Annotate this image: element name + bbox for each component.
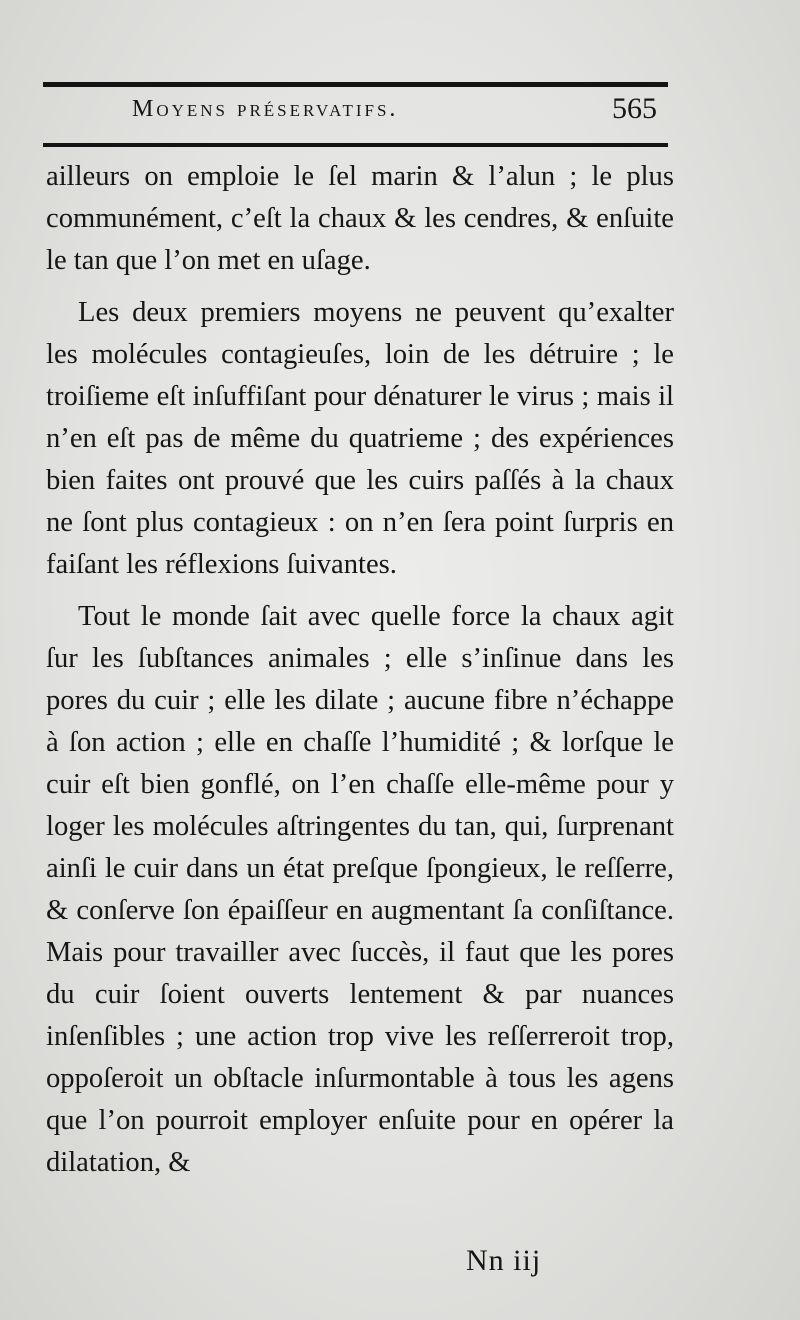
paragraph: Tout le monde ſait avec quelle force la chaux agit ſur les ſubſtances animales ; elle s’inſinue dans les pores du cuir ; elle les dilate ; aucune fibre n’échappe à ſon action ; elle en chaſſe l’humidité ; & lorſque le cuir eſt bien gonflé, on l’en chaſſe elle-même pour y loger les molécules aſtringentes du tan, qui, ſurprenant ainſi le cuir dans un état preſque ſpongieux, le reſſerre, & conſerve ſon épaiſſeur en augmentant ſa conſiſtance. Mais pour travailler avec ſuccès, il faut que les pores du cuir ſoient ouverts lentement & par nuances inſenſibles ; une action trop vive les reſſerreroit trop, oppoſeroit un obſtacle inſurmontable à tous les agens que l’on pourroit employer enſuite pour en opérer la dilatation, & xyxy=(46,601,674,1178)
running-header: Moyens préservatifs. xyxy=(132,96,399,122)
header-top-rule xyxy=(43,82,668,87)
paragraph-continuation: ailleurs on emploie le ſel marin & l’alun ; le plus communément, c’eſt la chaux & les cendres, & enſuite le tan que l’on met en uſage. xyxy=(46,161,674,276)
page-number: 565 xyxy=(612,92,657,125)
paragraph: Les deux premiers moyens ne peuvent qu’exalter les molécules contagieuſes, loin de les détruire ; le troiſieme eſt inſuffiſant pour dénaturer le virus ; mais il n’en eſt pas de même du quatrieme ; des expériences bien faites ont prouvé que les cuirs paſſés à la chaux ne ſont plus contagieux : on n’en ſera point ſurpris en faiſant les réflexions ſuivantes. xyxy=(46,297,674,580)
body-text xyxy=(46,156,674,1184)
signature-mark: Nn iij xyxy=(466,1244,542,1277)
header-bottom-rule xyxy=(43,143,668,147)
